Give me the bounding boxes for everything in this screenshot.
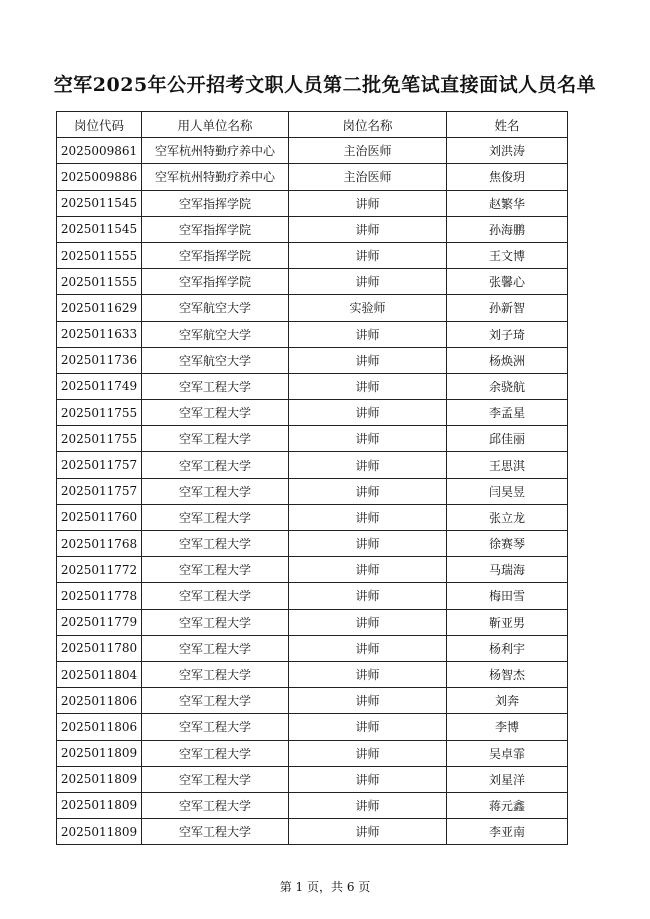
- cell-post-name: 讲师: [289, 583, 447, 609]
- cell-post-name: 讲师: [289, 609, 447, 635]
- cell-post-code: 2025011555: [57, 269, 142, 295]
- cell-post-name: 讲师: [289, 373, 447, 399]
- cell-post-code: 2025011736: [57, 347, 142, 373]
- cell-employer: 空军工程大学: [142, 504, 289, 530]
- cell-post-name: 讲师: [289, 819, 447, 845]
- header-person-name: 姓名: [447, 112, 568, 138]
- cell-employer: 空军工程大学: [142, 557, 289, 583]
- cell-post-code: 2025011809: [57, 819, 142, 845]
- cell-employer: 空军指挥学院: [142, 216, 289, 242]
- document-title: 空军2025年公开招考文职人员第二批免笔试直接面试人员名单: [53, 74, 597, 96]
- cell-employer: 空军工程大学: [142, 819, 289, 845]
- cell-post-code: 2025011749: [57, 373, 142, 399]
- cell-post-code: 2025011633: [57, 321, 142, 347]
- cell-post-name: 主治医师: [289, 138, 447, 164]
- table-row: [57, 819, 568, 845]
- cell-post-code: 2025011768: [57, 531, 142, 557]
- cell-post-name: 讲师: [289, 661, 447, 687]
- cell-post-name: 讲师: [289, 478, 447, 504]
- table-body: [57, 138, 568, 845]
- cell-person-name: 孙新智: [447, 295, 568, 321]
- cell-person-name: 刘子琦: [447, 321, 568, 347]
- table-row: [57, 557, 568, 583]
- cell-post-name: 讲师: [289, 347, 447, 373]
- cell-employer: 空军指挥学院: [142, 190, 289, 216]
- cell-post-code: 2025011809: [57, 740, 142, 766]
- cell-post-name: 讲师: [289, 400, 447, 426]
- cell-employer: 空军工程大学: [142, 531, 289, 557]
- table-row: [57, 295, 568, 321]
- cell-person-name: 赵繁华: [447, 190, 568, 216]
- cell-post-name: 讲师: [289, 190, 447, 216]
- cell-person-name: 杨利宇: [447, 635, 568, 661]
- cell-person-name: 靳亚男: [447, 609, 568, 635]
- cell-post-name: 讲师: [289, 504, 447, 530]
- cell-post-code: 2025011778: [57, 583, 142, 609]
- cell-person-name: 王思淇: [447, 452, 568, 478]
- cell-person-name: 刘星洋: [447, 766, 568, 792]
- cell-post-name: 讲师: [289, 269, 447, 295]
- cell-post-code: 2025009861: [57, 138, 142, 164]
- cell-employer: 空军指挥学院: [142, 242, 289, 268]
- cell-person-name: 闫昊昱: [447, 478, 568, 504]
- cell-post-code: 2025011629: [57, 295, 142, 321]
- table-row: [57, 583, 568, 609]
- cell-post-code: 2025011772: [57, 557, 142, 583]
- cell-employer: 空军工程大学: [142, 426, 289, 452]
- table-row: [57, 688, 568, 714]
- table-row: [57, 400, 568, 426]
- cell-post-code: 2025011545: [57, 216, 142, 242]
- cell-post-name: 讲师: [289, 792, 447, 818]
- cell-post-code: 2025011804: [57, 661, 142, 687]
- table-row: [57, 373, 568, 399]
- cell-post-code: 2025011780: [57, 635, 142, 661]
- table-row: [57, 190, 568, 216]
- cell-person-name: 王文博: [447, 242, 568, 268]
- cell-post-code: 2025011809: [57, 766, 142, 792]
- cell-employer: 空军工程大学: [142, 635, 289, 661]
- cell-employer: 空军工程大学: [142, 609, 289, 635]
- cell-employer: 空军航空大学: [142, 295, 289, 321]
- header-post-code: 岗位代码: [57, 112, 142, 138]
- table-row: [57, 504, 568, 530]
- roster-table: [56, 111, 568, 845]
- cell-employer: 空军工程大学: [142, 400, 289, 426]
- cell-employer: 空军工程大学: [142, 373, 289, 399]
- cell-employer: 空军工程大学: [142, 766, 289, 792]
- cell-person-name: 杨焕洲: [447, 347, 568, 373]
- cell-person-name: 蒋元鑫: [447, 792, 568, 818]
- cell-person-name: 梅田雪: [447, 583, 568, 609]
- cell-person-name: 吴卓霏: [447, 740, 568, 766]
- cell-person-name: 邱佳丽: [447, 426, 568, 452]
- table-row: [57, 452, 568, 478]
- table-row: [57, 216, 568, 242]
- cell-post-code: 2025011760: [57, 504, 142, 530]
- table-row: [57, 269, 568, 295]
- cell-employer: 空军工程大学: [142, 478, 289, 504]
- cell-employer: 空军杭州特勤疗养中心: [142, 164, 289, 190]
- cell-person-name: 孙海鹏: [447, 216, 568, 242]
- table-row: [57, 164, 568, 190]
- table-row: [57, 347, 568, 373]
- cell-post-name: 实验师: [289, 295, 447, 321]
- table-row: [57, 478, 568, 504]
- cell-person-name: 焦俊玥: [447, 164, 568, 190]
- header-post-name: 岗位名称: [289, 112, 447, 138]
- header-employer: 用人单位名称: [142, 112, 289, 138]
- cell-employer: 空军航空大学: [142, 347, 289, 373]
- cell-employer: 空军工程大学: [142, 661, 289, 687]
- cell-employer: 空军工程大学: [142, 452, 289, 478]
- cell-employer: 空军杭州特勤疗养中心: [142, 138, 289, 164]
- cell-post-code: 2025011757: [57, 452, 142, 478]
- cell-employer: 空军工程大学: [142, 740, 289, 766]
- table-row: [57, 609, 568, 635]
- cell-post-code: 2025011555: [57, 242, 142, 268]
- cell-employer: 空军工程大学: [142, 688, 289, 714]
- cell-post-name: 讲师: [289, 766, 447, 792]
- table-row: [57, 531, 568, 557]
- cell-person-name: 马瑞海: [447, 557, 568, 583]
- table-row: [57, 740, 568, 766]
- cell-person-name: 李孟星: [447, 400, 568, 426]
- table-row: [57, 635, 568, 661]
- cell-post-code: 2025011755: [57, 400, 142, 426]
- cell-employer: 空军工程大学: [142, 714, 289, 740]
- page-footer: 第 1 页，共 6 页: [279, 880, 371, 894]
- cell-person-name: 李博: [447, 714, 568, 740]
- table-header-row: [57, 112, 568, 138]
- cell-post-code: 2025011757: [57, 478, 142, 504]
- cell-post-name: 讲师: [289, 714, 447, 740]
- cell-post-code: 2025011755: [57, 426, 142, 452]
- table-row: [57, 661, 568, 687]
- cell-post-name: 讲师: [289, 426, 447, 452]
- cell-employer: 空军工程大学: [142, 792, 289, 818]
- cell-post-code: 2025011806: [57, 714, 142, 740]
- cell-person-name: 李亚南: [447, 819, 568, 845]
- cell-person-name: 张立龙: [447, 504, 568, 530]
- cell-post-name: 讲师: [289, 688, 447, 714]
- cell-post-name: 讲师: [289, 321, 447, 347]
- cell-post-name: 讲师: [289, 557, 447, 583]
- cell-post-code: 2025011545: [57, 190, 142, 216]
- cell-person-name: 刘奔: [447, 688, 568, 714]
- cell-post-name: 讲师: [289, 740, 447, 766]
- table-row: [57, 321, 568, 347]
- cell-person-name: 徐赛琴: [447, 531, 568, 557]
- table-row: [57, 792, 568, 818]
- cell-post-code: 2025011779: [57, 609, 142, 635]
- cell-employer: 空军航空大学: [142, 321, 289, 347]
- cell-post-name: 主治医师: [289, 164, 447, 190]
- cell-employer: 空军指挥学院: [142, 269, 289, 295]
- cell-person-name: 张馨心: [447, 269, 568, 295]
- cell-post-code: 2025011806: [57, 688, 142, 714]
- cell-post-code: 2025009886: [57, 164, 142, 190]
- cell-person-name: 余骁航: [447, 373, 568, 399]
- cell-person-name: 杨智杰: [447, 661, 568, 687]
- cell-post-code: 2025011809: [57, 792, 142, 818]
- cell-post-name: 讲师: [289, 242, 447, 268]
- table-row: [57, 714, 568, 740]
- table-row: [57, 426, 568, 452]
- table-row: [57, 138, 568, 164]
- table-row: [57, 242, 568, 268]
- cell-employer: 空军工程大学: [142, 583, 289, 609]
- cell-post-name: 讲师: [289, 635, 447, 661]
- cell-post-name: 讲师: [289, 452, 447, 478]
- cell-post-name: 讲师: [289, 216, 447, 242]
- cell-person-name: 刘洪涛: [447, 138, 568, 164]
- table-row: [57, 766, 568, 792]
- cell-post-name: 讲师: [289, 531, 447, 557]
